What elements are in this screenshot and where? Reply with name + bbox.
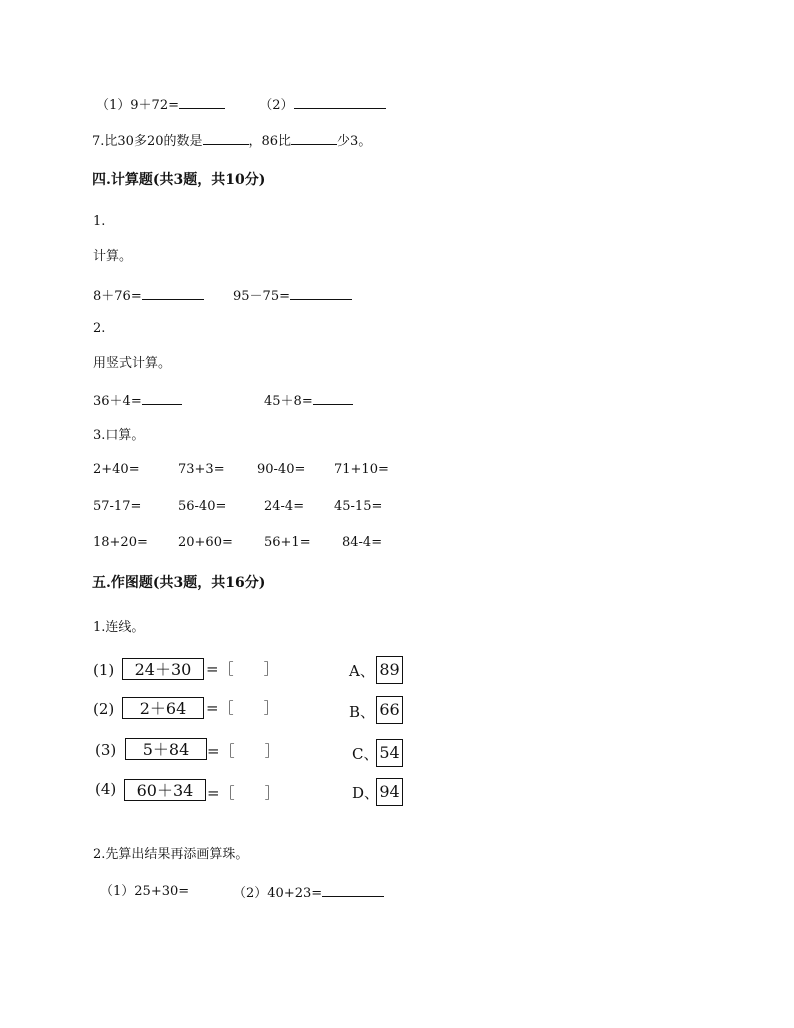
match-expression-box[interactable]: 2＋64 — [122, 697, 204, 719]
s4-q2-expr1: 36＋4= — [93, 394, 142, 409]
question-6-line — [96, 96, 386, 114]
match-letter: C、 — [352, 745, 379, 763]
answer-blank[interactable] — [294, 96, 386, 109]
match-answer-box[interactable]: 89 — [376, 656, 403, 684]
answer-blank[interactable] — [179, 96, 225, 109]
match-expression-box[interactable]: 5＋84 — [125, 738, 207, 760]
s5-q1-text: 1.连线。 — [93, 620, 145, 635]
s5-q2-expr2: （2）40+23= — [233, 886, 323, 901]
s4-q1-number: 1. — [93, 214, 106, 229]
s5-q2-text: 2.先算出结果再添画算珠。 — [93, 847, 249, 862]
match-letter: A、 — [349, 662, 375, 680]
answer-blank[interactable] — [322, 884, 384, 897]
s5-q2-expr2-line — [233, 884, 384, 902]
oral-cell: 20+60= — [178, 535, 233, 550]
match-bracket[interactable]: =［ ］ — [206, 699, 279, 717]
match-number: (3) — [95, 741, 117, 759]
oral-cell: 45-15= — [334, 499, 383, 514]
match-letter: B、 — [349, 703, 376, 721]
match-answer-box[interactable]: 94 — [376, 778, 403, 806]
match-bracket[interactable]: =［ ］ — [207, 784, 280, 802]
s4-q1-expr1: 8＋76= — [93, 289, 142, 304]
q7-text3: 少3。 — [337, 134, 372, 149]
oral-cell: 18+20= — [93, 535, 148, 550]
oral-cell: 71+10= — [334, 462, 389, 477]
answer-blank[interactable] — [290, 287, 352, 300]
oral-cell: 90-40= — [257, 462, 306, 477]
s4-q3-text: 3.口算。 — [93, 428, 145, 443]
section-4-heading: 四.计算题(共3题，共10分) — [92, 172, 266, 188]
match-answer-box[interactable]: 54 — [376, 739, 403, 767]
q6-part1: （1）9＋72= — [96, 98, 179, 113]
oral-cell: 73+3= — [178, 462, 225, 477]
match-number: (2) — [93, 700, 115, 718]
s4-q2-expr2-line — [264, 392, 353, 410]
match-number: (4) — [95, 780, 117, 798]
s4-q1-expr1-line — [93, 287, 204, 305]
match-expression-box[interactable]: 24＋30 — [122, 658, 204, 680]
match-bracket[interactable]: =［ ］ — [207, 742, 280, 760]
s4-q2-expr2: 45＋8= — [264, 394, 313, 409]
oral-cell: 56-40= — [178, 499, 227, 514]
oral-cell: 24-4= — [264, 499, 305, 514]
answer-blank[interactable] — [313, 392, 353, 405]
s4-q1-text: 计算。 — [93, 249, 133, 264]
oral-cell: 56+1= — [264, 535, 311, 550]
q6-part2: （2） — [259, 98, 294, 113]
match-bracket[interactable]: =［ ］ — [206, 660, 279, 678]
match-answer-box[interactable]: 66 — [376, 696, 403, 724]
s4-q1-expr2: 95－75= — [233, 289, 290, 304]
match-number: (1) — [93, 661, 115, 679]
question-7-line — [92, 132, 371, 150]
match-letter: D、 — [352, 784, 380, 802]
oral-cell: 2+40= — [93, 462, 140, 477]
answer-blank[interactable] — [142, 392, 182, 405]
s5-q2-expr1: （1）25+30= — [100, 884, 190, 899]
answer-blank[interactable] — [291, 132, 337, 145]
s4-q2-expr1-line — [93, 392, 182, 410]
q7-text2: ，86比 — [248, 134, 292, 149]
s4-q2-text: 用竖式计算。 — [93, 356, 172, 371]
match-expression-box[interactable]: 60＋34 — [124, 779, 206, 801]
q7-text1: 7.比30多20的数是 — [92, 134, 203, 149]
section-5-heading: 五.作图题(共3题，共16分) — [92, 575, 266, 591]
oral-cell: 84-4= — [342, 535, 383, 550]
answer-blank[interactable] — [203, 132, 249, 145]
s4-q1-expr2-line — [233, 287, 352, 305]
oral-cell: 57-17= — [93, 499, 142, 514]
answer-blank[interactable] — [142, 287, 204, 300]
s4-q2-number: 2. — [93, 321, 106, 336]
